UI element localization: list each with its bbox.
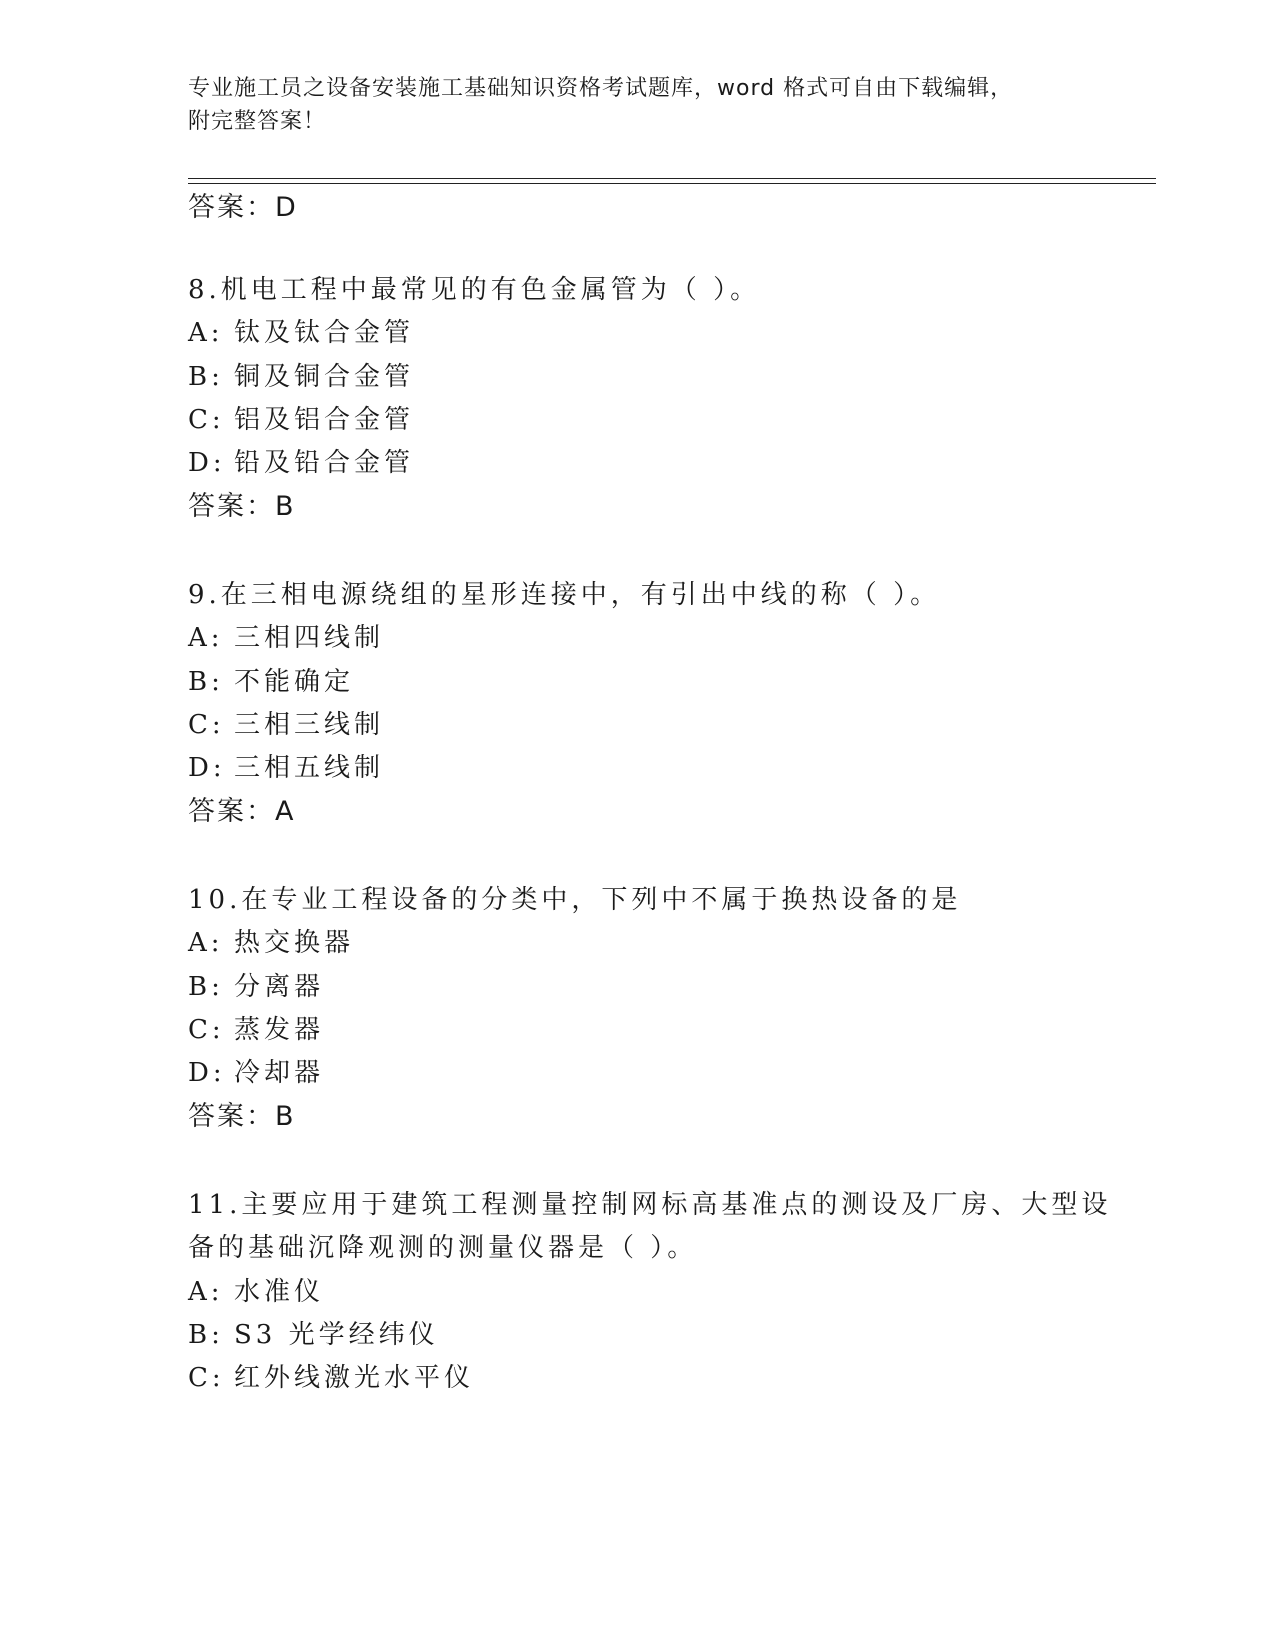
question-8-option-c [188, 404, 414, 436]
option-letter: D: [188, 753, 226, 783]
question-8-stem: 8.机电工程中最常见的有色金属管为（ ）。 [188, 275, 761, 305]
question-10-option-a [188, 927, 354, 959]
option-text: 不能确定 [234, 667, 355, 697]
option-text: 水准仪 [234, 1277, 325, 1307]
option-text: 三相三线制 [234, 710, 385, 740]
question-10-option-c [188, 1014, 324, 1046]
question-11-stem-line-2: 备的基础沉降观测的测量仪器是（ ）。 [188, 1233, 698, 1263]
question-8-option-d [188, 447, 414, 479]
option-letter: A: [188, 623, 224, 653]
header-divider-bottom [188, 183, 1156, 184]
option-letter: C: [188, 405, 225, 435]
option-text: 三相四线制 [234, 623, 385, 653]
question-9-option-b [188, 666, 354, 698]
question-8-option-b [188, 361, 414, 393]
question-10-option-b [188, 971, 324, 1003]
question-11-option-c [188, 1362, 474, 1394]
question-8-option-a [188, 317, 414, 349]
question-10-stem: 10.在专业工程设备的分类中，下列中不属于换热设备的是 [188, 885, 962, 915]
option-text: 铅及铅合金管 [234, 448, 415, 478]
option-text: 铜及铜合金管 [234, 362, 415, 392]
question-10-option-d [188, 1057, 324, 1089]
option-text: 三相五线制 [234, 753, 385, 783]
question-11-option-b [188, 1319, 439, 1351]
question-9-option-c [188, 709, 384, 741]
option-letter: D: [188, 448, 226, 478]
option-letter: B: [188, 972, 224, 1002]
option-text: 铝及铝合金管 [234, 405, 415, 435]
answer-prev: 答案：D [188, 192, 298, 223]
header-divider-top [188, 178, 1156, 179]
option-text: 红外线激光水平仪 [234, 1363, 475, 1393]
option-text: 热交换器 [234, 928, 355, 958]
option-text: 钛及钛合金管 [234, 318, 415, 348]
header-line-2: 附完整答案！ [188, 109, 327, 134]
question-11-option-a [188, 1276, 324, 1308]
option-letter: A: [188, 1277, 224, 1307]
option-letter: B: [188, 667, 224, 697]
option-letter: C: [188, 1015, 225, 1045]
option-text: S3 光学经纬仪 [234, 1320, 439, 1350]
question-8-answer: 答案：B [188, 491, 296, 522]
header-line-1: 专业施工员之设备安装施工基础知识资格考试题库，word 格式可自由下载编辑， [188, 76, 1014, 101]
question-11-stem-line-1: 11.主要应用于建筑工程测量控制网标高基准点的测设及厂房、大型设 [188, 1190, 1112, 1220]
option-text: 分离器 [234, 972, 325, 1002]
option-letter: B: [188, 362, 224, 392]
option-letter: C: [188, 710, 225, 740]
question-9-stem: 9.在三相电源绕组的星形连接中，有引出中线的称（ ）。 [188, 580, 941, 610]
document-header [188, 72, 1068, 138]
option-letter: A: [188, 928, 224, 958]
question-9-option-a [188, 622, 384, 654]
option-letter: C: [188, 1363, 225, 1393]
option-letter: A: [188, 318, 224, 348]
option-text: 蒸发器 [234, 1015, 325, 1045]
question-9-answer: 答案：A [188, 796, 296, 827]
question-10-answer: 答案：B [188, 1101, 296, 1132]
option-letter: B: [188, 1320, 224, 1350]
option-letter: D: [188, 1058, 226, 1088]
option-text: 冷却器 [234, 1058, 325, 1088]
question-9-option-d [188, 752, 384, 784]
